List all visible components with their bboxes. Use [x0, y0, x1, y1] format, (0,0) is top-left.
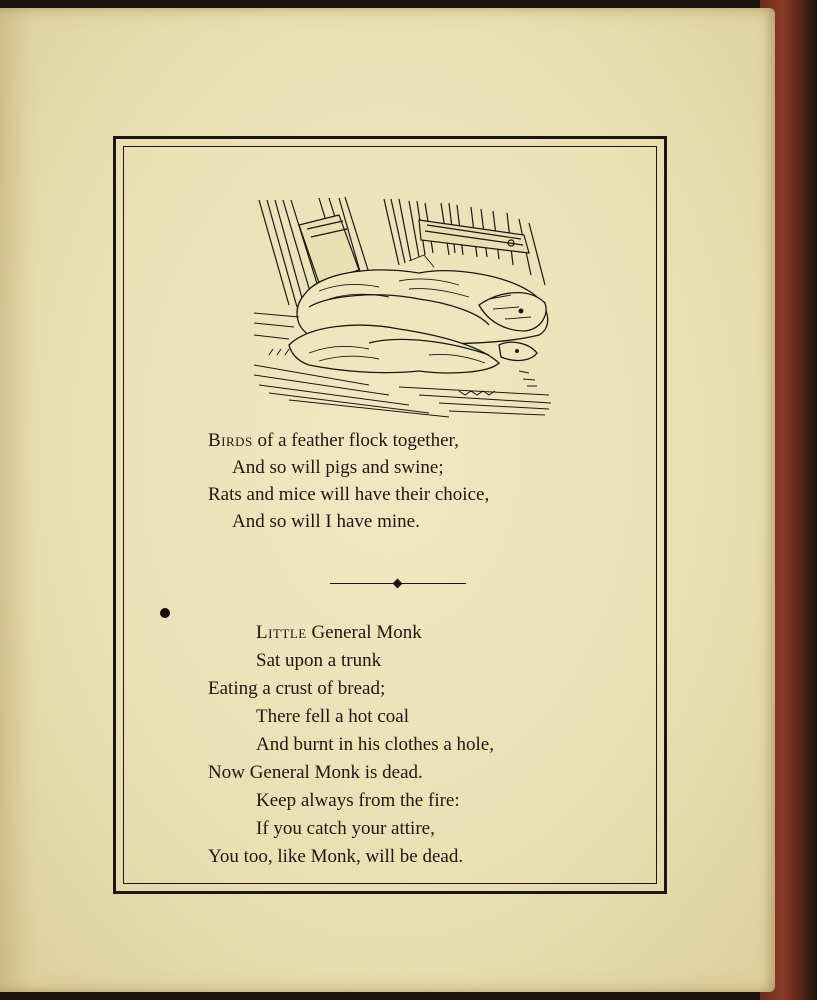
- poem-line: There fell a hot coal: [256, 706, 409, 727]
- page-border-inner: [123, 146, 657, 884]
- poem-line: Keep always from the fire:: [256, 790, 460, 811]
- poem-line: If you catch your attire,: [256, 818, 435, 839]
- poem-line: And burnt in his clothes a hole,: [256, 734, 494, 755]
- poem-line: And so will pigs and swine;: [232, 457, 444, 478]
- drop-word: Little: [256, 622, 307, 643]
- poem-line: You too, like Monk, will be dead.: [208, 846, 464, 867]
- pigs-illustration: [249, 195, 555, 419]
- line-text: of a feather flock together,: [252, 430, 459, 451]
- ornamental-rule-icon: [393, 579, 403, 589]
- book-page: [0, 8, 775, 992]
- drop-word: Birds: [208, 430, 253, 451]
- rhyme-general-monk: [208, 619, 494, 871]
- line-text: General Monk: [306, 622, 422, 643]
- poem-line: [208, 619, 494, 647]
- poem-line: [208, 427, 489, 454]
- rhyme-birds-of-a-feather: [208, 427, 489, 535]
- page-border-outer: [113, 136, 667, 894]
- poem-line: And so will I have mine.: [232, 511, 420, 532]
- poem-line: Sat upon a trunk: [256, 650, 382, 671]
- pigs-sleeping-engraving-icon: [249, 195, 555, 419]
- poem-line: Rats and mice will have their choice,: [208, 484, 490, 505]
- poem-line: Now General Monk is dead.: [208, 762, 423, 783]
- poem-line: Eating a crust of bread;: [208, 678, 386, 699]
